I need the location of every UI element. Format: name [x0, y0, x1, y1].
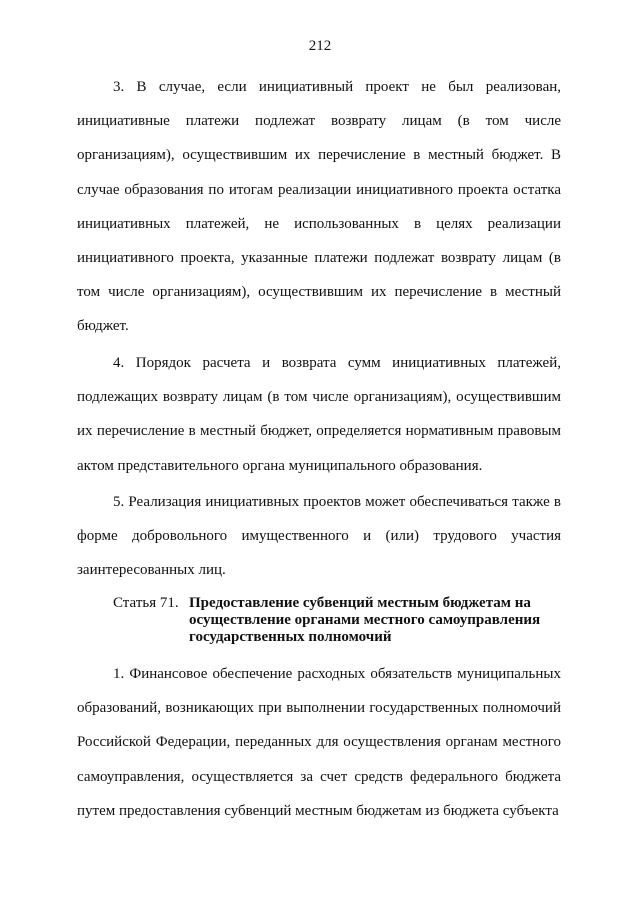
article-paragraph-1: 1. Финансовое обеспечение расходных обязательств муниципальных образований, возникающих при выполнении государственных полномочий Российской Федерации, переданных для осуществления органам местного самоуправления, осуществляется за счет средств федерального бюджета путем предоставления субвенций местным бюджетам из бюджета субъекта — [77, 666, 561, 819]
page-number: 212 — [308, 38, 332, 54]
paragraph-3: 3. В случае, если инициативный проект не был реализован, инициативные платежи подлежат возврату лицам (в том числе организациям), осуществившим их перечисление в местный бюджет. В случае образования по итогам реализации инициативного проекта остатка инициативных платежей, не использованных в целях реализации инициативного проекта, указанные платежи подлежат возврату лицам (в том числе организациям), осуществившим их перечисление в местный бюджет. — [77, 79, 561, 335]
paragraph-4: 4. Порядок расчета и возврата сумм инициативных платежей, подлежащих возврату лицам (в том числе организациям), осуществившим их перечисление в местный бюджет, определяется нормативным правовым актом представительного органа муниципального образования. — [77, 355, 561, 474]
article-title: Предоставление субвенций местным бюджетам на осуществление органами местного самоуправления государственных полномочий — [189, 595, 541, 645]
article-number: Статья 71. — [113, 595, 179, 611]
paragraph-5: 5. Реализация инициативных проектов может обеспечиваться также в форме добровольного имущественного и (или) трудового участия заинтересованных лиц. — [77, 494, 561, 579]
